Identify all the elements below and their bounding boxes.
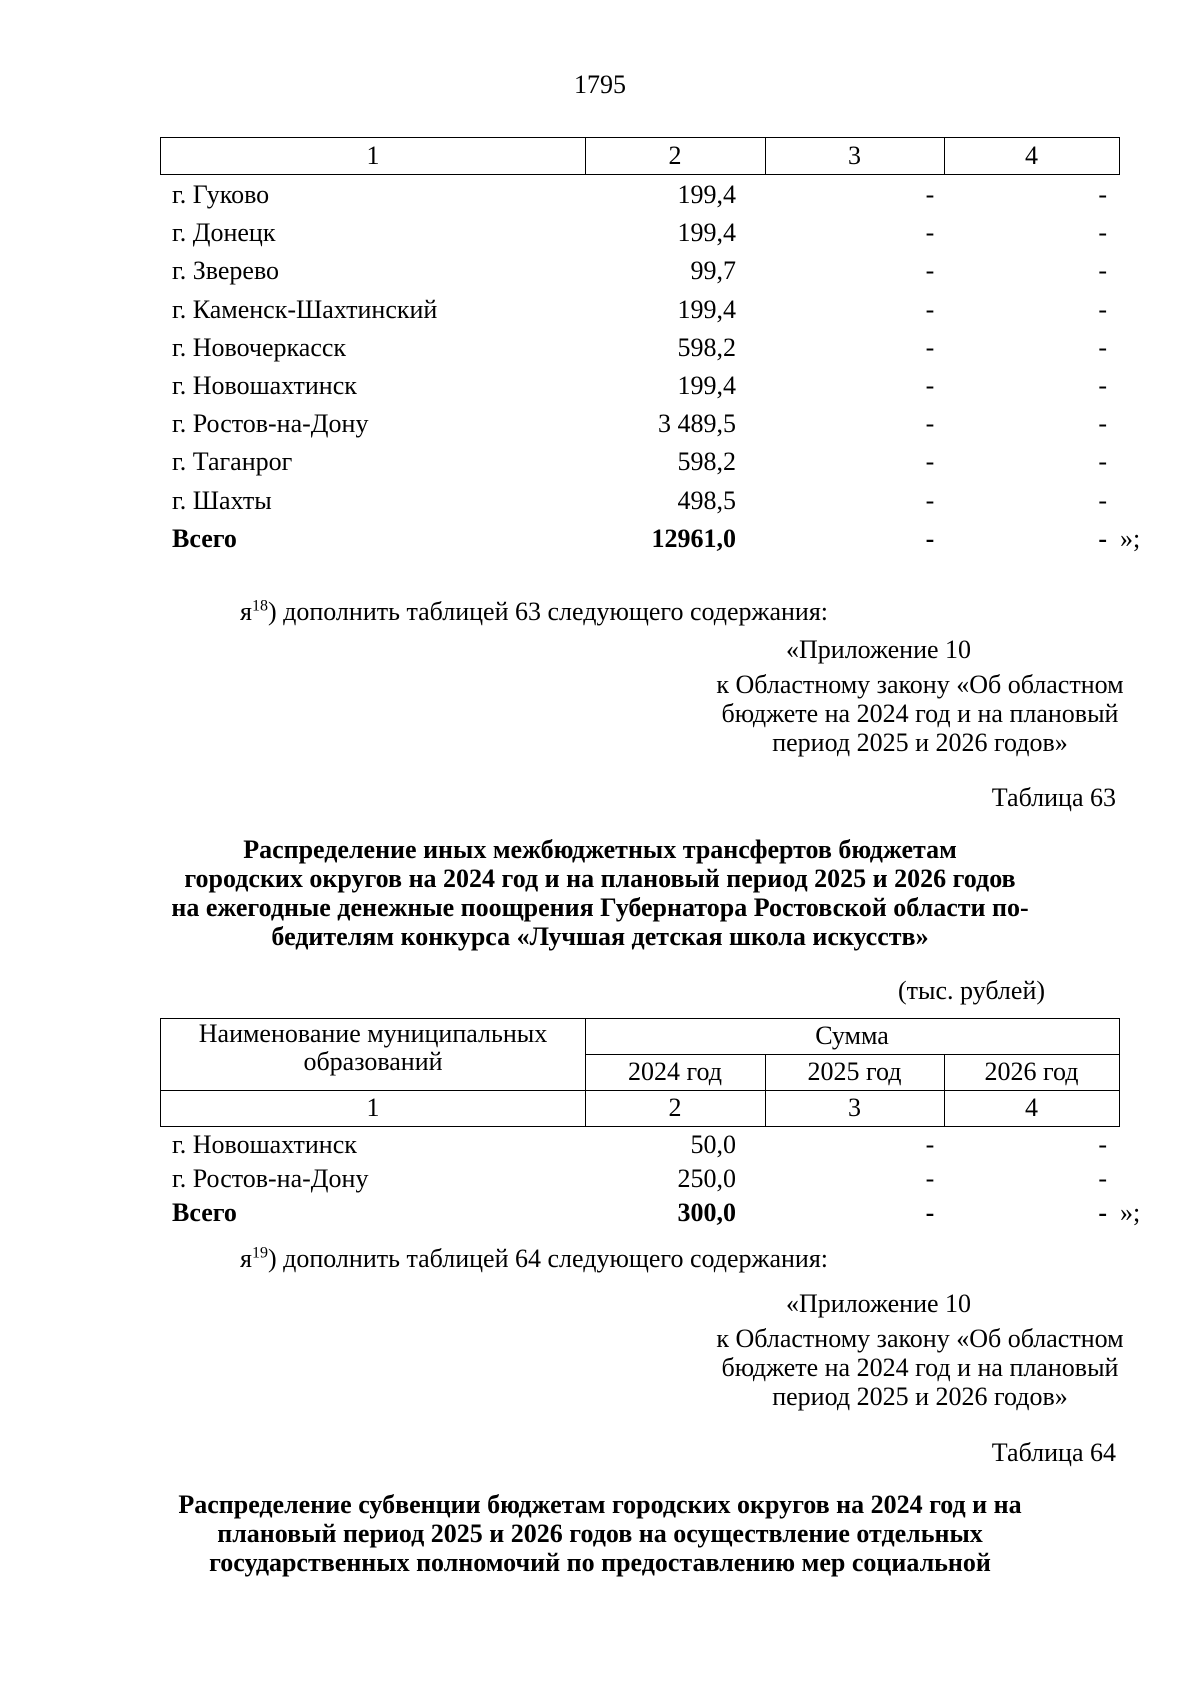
appendix-line: бюджете на 2024 год и на плановый	[721, 699, 1119, 728]
value-2025: -	[925, 1130, 935, 1159]
column-number-3: 3	[848, 1093, 861, 1122]
value-2025: -	[925, 294, 935, 324]
value-2024: 598,2	[677, 447, 736, 477]
table-64-title	[150, 1490, 1050, 1577]
closing-quote: »;	[1120, 523, 1141, 553]
value-2025: -	[925, 1164, 935, 1193]
column-number-3: 3	[848, 141, 861, 170]
value-2024: 199,4	[677, 218, 736, 248]
title-line: плановый период 2025 и 2026 годов на осуществление отдельных	[217, 1519, 983, 1548]
table-63-header	[160, 1018, 1120, 1127]
value-2025: -	[925, 332, 935, 362]
value-2024: 50,0	[690, 1130, 736, 1159]
column-number-2: 2	[668, 141, 682, 170]
title-line: Распределение субвенции бюджетам городских округов на 2024 год и на	[178, 1490, 1022, 1519]
table-row	[160, 291, 1120, 329]
value-2025: -	[925, 409, 935, 439]
appendix-line: период 2025 и 2026 годов»	[772, 728, 1068, 757]
total-row	[160, 1196, 1141, 1230]
column-number-1: 1	[366, 1093, 380, 1122]
appendix-reference-2	[640, 1289, 1200, 1411]
table-63-title	[150, 835, 1050, 951]
value-2024: 250,0	[677, 1164, 736, 1193]
title-line: бедителям конкурса «Лучшая детская школа искусств»	[271, 922, 929, 951]
municipality-name: г. Новошахтинск	[172, 1130, 357, 1159]
table-row	[160, 405, 1120, 443]
value-2026: -	[1098, 1130, 1107, 1159]
municipality-name: г. Гуково	[172, 180, 270, 209]
table-1-column-number-row	[160, 137, 1120, 175]
value-2025: -	[925, 256, 935, 286]
value-2024: 498,5	[677, 485, 736, 515]
header-name-line: образований	[303, 1047, 443, 1076]
value-2025: -	[925, 485, 935, 515]
paragraph-superscript: 19	[251, 1244, 268, 1262]
municipality-name: г. Новочеркасск	[172, 332, 347, 362]
value-2026: -	[1098, 485, 1107, 515]
value-2025: -	[925, 180, 935, 209]
total-2024: 300,0	[677, 1198, 736, 1227]
column-header-sum: Сумма	[815, 1021, 889, 1050]
page-number: 1795	[574, 70, 626, 99]
table-row	[160, 367, 1120, 405]
municipality-name: г. Ростов-на-Дону	[172, 409, 369, 439]
paragraph-prefix: я	[240, 597, 252, 626]
table-row	[160, 1128, 1120, 1162]
table-row	[160, 443, 1120, 481]
table-row	[160, 329, 1120, 367]
appendix-line: к Областному закону «Об областном	[716, 670, 1124, 699]
value-2026: -	[1098, 409, 1107, 439]
table-row	[160, 1162, 1120, 1196]
header-name-line: Наименование муниципальных	[198, 1019, 548, 1048]
value-2026: -	[1098, 218, 1107, 248]
paragraph-text: ) дополнить таблицей 63 следующего содержания:	[267, 597, 829, 626]
value-2026: -	[1098, 1164, 1107, 1193]
appendix-line: бюджете на 2024 год и на плановый	[721, 1353, 1119, 1382]
value-2025: -	[925, 447, 935, 477]
total-row	[160, 520, 1141, 558]
table-1-body	[160, 176, 1141, 558]
total-2024: 12961,0	[651, 523, 736, 553]
amendment-paragraph-19	[240, 1244, 828, 1274]
value-2025: -	[925, 370, 935, 400]
municipality-name: г. Ростов-на-Дону	[172, 1164, 369, 1193]
appendix-line: период 2025 и 2026 годов»	[772, 1382, 1068, 1411]
amendment-paragraph-18	[240, 597, 828, 627]
value-2024: 598,2	[677, 332, 736, 362]
table-row	[160, 176, 1120, 214]
total-2026: -	[1098, 1198, 1107, 1227]
table-63-body	[160, 1128, 1141, 1230]
column-header-name	[161, 1019, 585, 1076]
title-line: государственных полномочий по предоставлению мер социальной	[209, 1548, 991, 1577]
municipality-name: г. Шахты	[172, 485, 272, 515]
table-64-label: Таблица 64	[991, 1438, 1116, 1467]
appendix-title: «Приложение 10	[786, 635, 972, 664]
appendix-title: «Приложение 10	[786, 1289, 972, 1318]
municipality-name: г. Каменск-Шахтинский	[172, 294, 438, 324]
value-2024: 99,7	[690, 256, 736, 286]
title-line: Распределение иных межбюджетных трансфертов бюджетам	[243, 835, 957, 864]
column-number-1: 1	[366, 141, 380, 170]
total-2025: -	[925, 1198, 935, 1227]
total-2026: -	[1098, 523, 1107, 553]
value-2026: -	[1098, 370, 1107, 400]
paragraph-superscript: 18	[251, 597, 268, 615]
closing-quote: »;	[1120, 1198, 1141, 1227]
value-2024: 199,4	[677, 180, 736, 209]
title-line: на ежегодные денежные поощрения Губернатора Ростовской области по-	[171, 893, 1029, 922]
appendix-reference-1	[640, 635, 1200, 757]
column-number-2: 2	[668, 1093, 682, 1122]
municipality-name: г. Донецк	[172, 218, 276, 248]
table-row	[160, 252, 1120, 290]
table-row	[160, 214, 1120, 252]
value-2026: -	[1098, 256, 1107, 286]
total-2025: -	[925, 523, 935, 553]
column-header-2024: 2024 год	[628, 1057, 722, 1086]
value-2024: 199,4	[677, 294, 736, 324]
value-2026: -	[1098, 447, 1107, 477]
table-row	[160, 482, 1120, 520]
municipality-name: г. Таганрог	[172, 447, 293, 477]
appendix-line: к Областному закону «Об областном	[716, 1324, 1124, 1353]
value-2024: 3 489,5	[658, 409, 736, 439]
municipality-name: г. Зверево	[172, 256, 280, 286]
paragraph-prefix: я	[240, 1244, 252, 1273]
units-label: (тыс. рублей)	[898, 976, 1046, 1005]
value-2026: -	[1098, 332, 1107, 362]
total-label: Всего	[172, 1198, 237, 1227]
total-label: Всего	[172, 523, 237, 553]
value-2025: -	[925, 218, 935, 248]
column-header-2025: 2025 год	[807, 1057, 902, 1086]
value-2024: 199,4	[677, 370, 736, 400]
value-2026: -	[1098, 294, 1107, 324]
column-number-4: 4	[1025, 141, 1038, 170]
column-number-4: 4	[1025, 1093, 1038, 1122]
title-line: городских округов на 2024 год и на плановый период 2025 и 2026 годов	[184, 864, 1016, 893]
paragraph-text: ) дополнить таблицей 64 следующего содержания:	[267, 1244, 829, 1273]
value-2026: -	[1098, 180, 1107, 209]
column-header-2026: 2026 год	[984, 1057, 1079, 1086]
municipality-name: г. Новошахтинск	[172, 370, 357, 400]
table-63-label: Таблица 63	[991, 783, 1116, 812]
